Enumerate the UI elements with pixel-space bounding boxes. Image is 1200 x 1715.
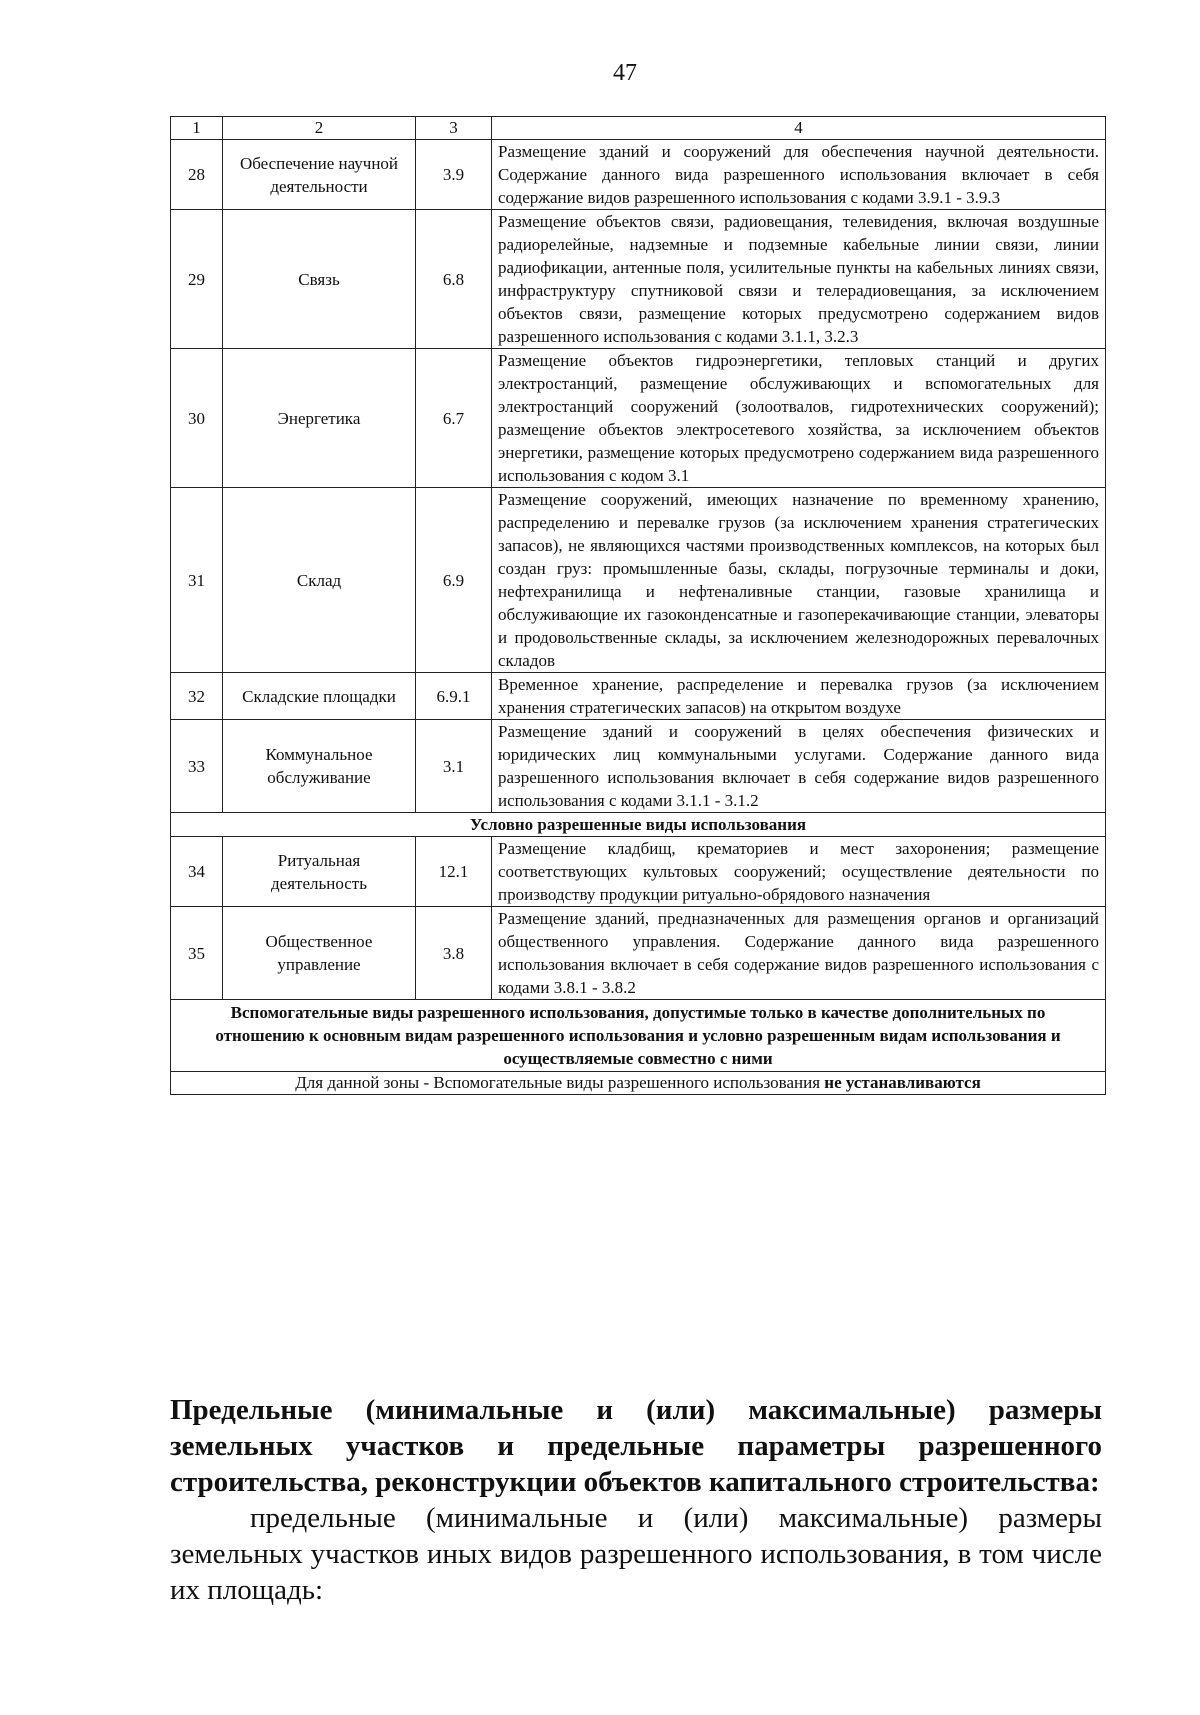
use-name: Складские площадки	[223, 673, 416, 720]
use-code: 3.8	[416, 907, 492, 1000]
table-row	[171, 673, 1106, 720]
use-name: Ритуальная деятельность	[223, 837, 416, 907]
use-description: Размещение кладбищ, крематориев и мест захоронения; размещение соответствующих культовых сооружений; осуществление деятельности по производству продукции ритуально-обрядового назначения	[492, 837, 1106, 907]
row-number: 30	[171, 349, 223, 488]
use-name: Коммунальное обслуживание	[223, 720, 416, 813]
use-name: Связь	[223, 210, 416, 349]
use-code: 3.1	[416, 720, 492, 813]
use-description: Размещение объектов связи, радиовещания, телевидения, включая воздушные радиорелейные, надземные и подземные кабельные линии связи, линии радиофикации, антенные поля, усилительные пункты на кабельных линиях связи, инфраструктуру спутниковой связи и телерадиовещания, за исключением объектов связи, размещение которых предусмотрено содержанием видов разрешенного использования с кодами 3.1.1, 3.2.3	[492, 210, 1106, 349]
use-description: Размещение зданий и сооружений для обеспечения научной деятельности. Содержание данного вида разрешенного использования включает в себя содержание видов разрешенного использования с кодами 3.9.1 - 3.9.3	[492, 140, 1106, 210]
section-heading	[170, 1392, 1102, 1500]
use-code: 12.1	[416, 837, 492, 907]
row-number: 34	[171, 837, 223, 907]
use-code: 3.9	[416, 140, 492, 210]
heading-line: строительства, реконструкции объектов капитального строительства:	[170, 1466, 1100, 1498]
row-number: 29	[171, 210, 223, 349]
row-number: 33	[171, 720, 223, 813]
column-number: 3	[416, 117, 492, 140]
use-description: Размещение зданий, предназначенных для размещения органов и организаций общественного управления. Содержание данного вида разрешенного использования включает в себя содержание видов разрешенного использования с кодами 3.8.1 - 3.8.2	[492, 907, 1106, 1000]
land-use-table	[170, 116, 1106, 1095]
table-row	[171, 140, 1106, 210]
page-number: 47	[613, 60, 637, 86]
use-description: Размещение объектов гидроэнергетики, тепловых станций и других электростанций, размещение обслуживающих и вспомогательных для электростанций сооружений (золоотвалов, гидротехнических сооружений); размещение объектов электросетевого хозяйства, за исключением объектов энергетики, размещение которых предусмотрено содержанием вида разрешенного использования с кодом 3.1	[492, 349, 1106, 488]
heading-line: Предельные (минимальные и (или) максимальные) размеры	[170, 1394, 1102, 1426]
table-row	[171, 210, 1106, 349]
column-number: 2	[223, 117, 416, 140]
use-description: Размещение зданий и сооружений в целях обеспечения физических и юридических лиц коммунальными услугами. Содержание данного вида разрешенного использования включает в себя содержание видов разрешенного использования с кодами 3.1.1 - 3.1.2	[492, 720, 1106, 813]
body-paragraph: предельные (минимальные и (или) максимальные) размеры земельных участков иных видов разрешенного использования, в том числе их площадь:	[170, 1502, 1102, 1606]
use-description: Размещение сооружений, имеющих назначение по временному хранению, распределению и перевалке грузов (за исключением хранения стратегических запасов), не являющихся частями производственных комплексов, на которых был создан груз: промышленные базы, склады, погрузочные терминалы и доки, нефтехранилища и нефтеналивные станции, газовые хранилища и обслуживающие их газоконденсатные и газоперекачивающие станции, элеваторы и продовольственные склады, за исключением железнодорожных перевалочных складов	[492, 488, 1106, 673]
note-emphasis: не устанавливаются	[824, 1073, 981, 1092]
section-row-conditional	[171, 813, 1106, 837]
row-number: 32	[171, 673, 223, 720]
use-code: 6.8	[416, 210, 492, 349]
column-number: 4	[492, 117, 1106, 140]
section-title-conditional: Условно разрешенные виды использования	[171, 813, 1106, 837]
row-number: 31	[171, 488, 223, 673]
table-row	[171, 720, 1106, 813]
section-title-auxiliary: Вспомогательные виды разрешенного использования, допустимые только в качестве дополнительных по отношению к основным видам разрешенного использования и условно разрешенным видам использования и осуществляемые совместно с ними	[171, 1000, 1106, 1072]
table-row	[171, 837, 1106, 907]
use-code: 6.9	[416, 488, 492, 673]
section-row-auxiliary	[171, 1000, 1106, 1072]
column-number-row	[171, 117, 1106, 140]
table-row	[171, 488, 1106, 673]
use-name: Энергетика	[223, 349, 416, 488]
note-text: Для данной зоны - Вспомогательные виды разрешенного использования	[295, 1073, 825, 1092]
row-number: 28	[171, 140, 223, 210]
use-name: Обеспечение научной деятельности	[223, 140, 416, 210]
row-number: 35	[171, 907, 223, 1000]
note-row	[171, 1072, 1106, 1095]
use-code: 6.7	[416, 349, 492, 488]
table-row	[171, 907, 1106, 1000]
use-description: Временное хранение, распределение и перевалка грузов (за исключением хранения стратегических запасов) на открытом воздухе	[492, 673, 1106, 720]
column-number: 1	[171, 117, 223, 140]
use-code: 6.9.1	[416, 673, 492, 720]
use-name: Общественное управление	[223, 907, 416, 1000]
heading-line: земельных участков и предельные параметры разрешенного	[170, 1430, 1102, 1462]
use-name: Склад	[223, 488, 416, 673]
table-row	[171, 349, 1106, 488]
note-cell	[171, 1072, 1106, 1095]
